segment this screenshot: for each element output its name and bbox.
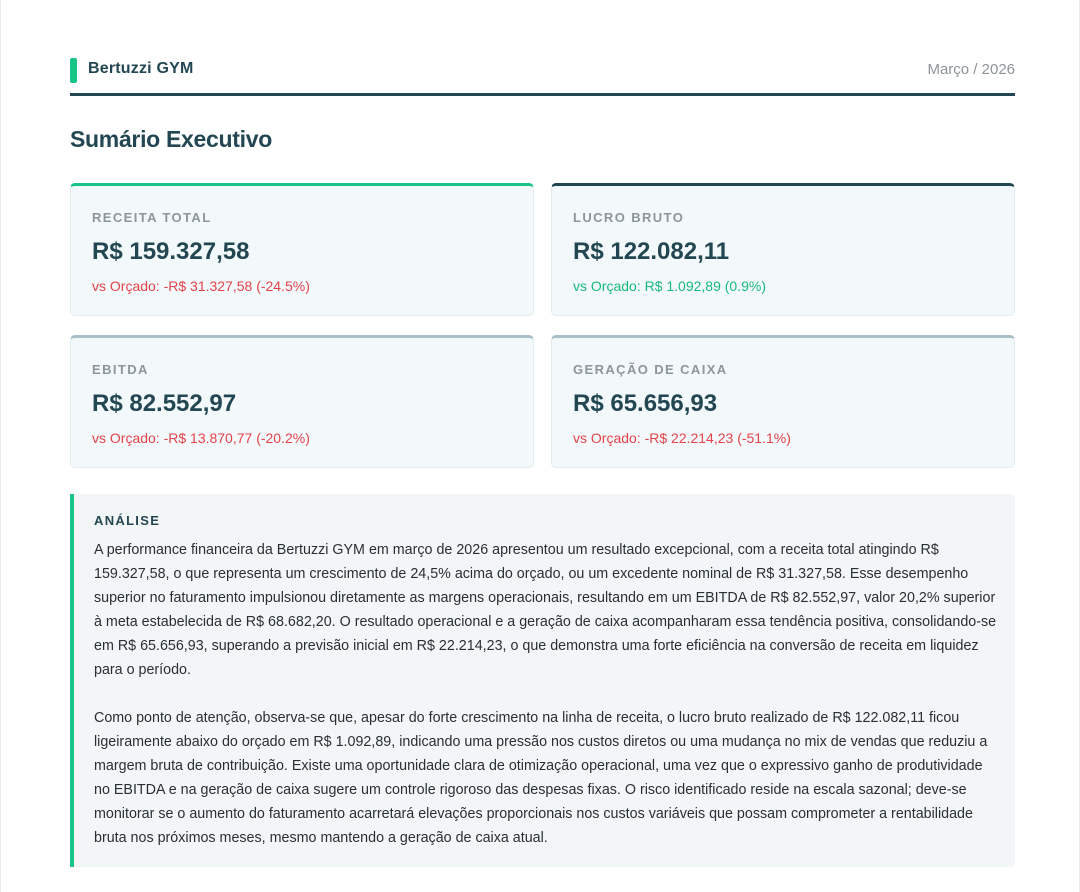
kpi-card-receita-total bbox=[70, 183, 534, 316]
brand-name: Bertuzzi GYM bbox=[88, 60, 194, 77]
kpi-variance: vs Orçado: -R$ 31.327,58 (-24.5%) bbox=[92, 278, 310, 294]
analysis-label: ANÁLISE bbox=[94, 513, 161, 528]
kpi-label: LUCRO BRUTO bbox=[573, 210, 685, 225]
analysis-paragraph: Como ponto de atenção, observa-se que, apesar do forte crescimento na linha de receita, o lucro bruto realizado de R$ 122.082,11 ficou ligeiramente abaixo do orçado em R$ 1.092,89, indicando uma pressão nos custos diretos ou uma mudança no mix de vendas que reduziu a margem bruta de contribuição. Existe uma oportunidade clara de otimização operacional, uma vez que o expressivo ganho de produtividade no EBITDA e na geração de caixa sugere um controle rigoroso das despesas fixas. O risco identificado reside na escala sazonal; deve-se monitorar se o aumento do faturamento acarretará elevações proporcionais nos custos variáveis que possam comprometer a rentabilidade bruta nos próximos meses, mesmo mantendo a geração de caixa atual. bbox=[94, 710, 988, 846]
kpi-value: R$ 122.082,11 bbox=[573, 238, 730, 265]
kpi-variance: vs Orçado: -R$ 22.214,23 (-51.1%) bbox=[573, 430, 791, 446]
brand-accent-bar bbox=[70, 58, 77, 83]
kpi-label: EBITDA bbox=[92, 362, 149, 377]
kpi-value: R$ 159.327,58 bbox=[92, 238, 250, 265]
report-period: Março / 2026 bbox=[927, 61, 1015, 78]
kpi-variance: vs Orçado: R$ 1.092,89 (0.9%) bbox=[573, 278, 766, 294]
kpi-card-ebitda bbox=[70, 335, 534, 468]
kpi-variance: vs Orçado: -R$ 13.870,77 (-20.2%) bbox=[92, 430, 310, 446]
analysis-paragraph: A performance financeira da Bertuzzi GYM em março de 2026 apresentou um resultado excepcional, com a receita total atingindo R$ 159.327,58, o que representa um crescimento de 24,5% acima do orçado, ou um excedente nominal de R$ 31.327,58. Esse desempenho superior no faturamento impulsionou diretamente as margens operacionais, resultando em um EBITDA de R$ 82.552,97, valor 20,2% superior à meta estabelecida de R$ 68.682,20. O resultado operacional e a geração de caixa acompanharam essa tendência positiva, consolidando-se em R$ 65.656,93, superando a previsão inicial em R$ 22.214,23, o que demonstra uma forte eficiência na conversão de receita em liquidez para o período. bbox=[94, 542, 997, 678]
analysis-text bbox=[94, 538, 999, 850]
page-title: Sumário Executivo bbox=[70, 126, 272, 152]
kpi-value: R$ 65.656,93 bbox=[573, 390, 718, 417]
kpi-label: GERAÇÃO DE CAIXA bbox=[573, 362, 728, 377]
analysis-section bbox=[70, 494, 1015, 867]
kpi-label: RECEITA TOTAL bbox=[92, 210, 212, 225]
kpi-card-lucro-bruto bbox=[551, 183, 1015, 316]
kpi-card-geracao-caixa bbox=[551, 335, 1015, 468]
report-header bbox=[70, 56, 1015, 96]
kpi-value: R$ 82.552,97 bbox=[92, 390, 237, 417]
